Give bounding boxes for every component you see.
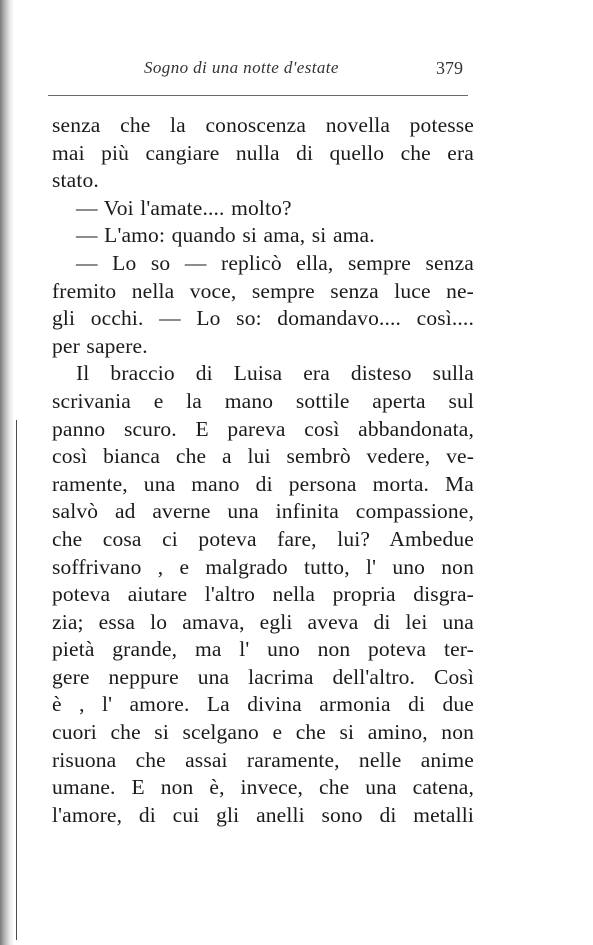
header-rule xyxy=(48,95,468,96)
text-line: panno scuro. E pareva così abbandonata, xyxy=(52,416,474,441)
text-line: umane. E non è, invece, che una catena, xyxy=(52,775,474,800)
text-line: risuona che assai raramente, nelle anime xyxy=(52,747,474,772)
text-line: ramente, una mano di persona morta. Ma xyxy=(52,471,474,496)
text-line: salvò ad averne una infinita compassione, xyxy=(52,499,474,524)
text-line: è , l' amore. La divina armonia di due xyxy=(52,692,474,717)
text-line: zia; essa lo amava, egli aveva di lei una xyxy=(52,609,474,634)
body-text xyxy=(52,112,474,829)
text-line: mai più cangiare nulla di quello che era xyxy=(52,140,474,165)
text-line: per sapere. xyxy=(52,333,148,358)
text-line: che cosa ci poteva fare, lui? Ambedue xyxy=(52,526,474,551)
text-line: gli occhi. — Lo so: domandavo.... così.... xyxy=(52,306,474,331)
text-line: l'amore, di cui gli anelli sono di metalli xyxy=(52,802,474,827)
text-line: poteva aiutare l'altro nella propria disgra- xyxy=(52,582,474,607)
running-title: Sogno di una notte d'estate xyxy=(144,58,339,77)
text-line: Il braccio di Luisa era disteso sulla xyxy=(76,361,474,386)
text-line: senza che la conoscenza novella potesse xyxy=(52,113,474,137)
text-line: — Lo so — replicò ella, sempre senza xyxy=(76,250,474,275)
text-line: scrivania e la mano sottile aperta sul xyxy=(52,388,474,413)
text-line: — Voi l'amate.... molto? xyxy=(76,195,292,220)
text-line: stato. xyxy=(52,168,99,193)
page-number: 379 xyxy=(436,58,463,78)
text-line: così bianca che a lui sembrò vedere, ve- xyxy=(52,444,474,469)
text-line: pietà grande, ma l' uno non poteva ter- xyxy=(52,637,474,662)
text-line: gere neppure una lacrima dell'altro. Così xyxy=(52,664,474,689)
text-line: cuori che si scelgano e che si amino, non xyxy=(52,720,474,745)
text-line: — L'amo: quando si ama, si ama. xyxy=(76,223,375,248)
text-line: soffrivano , e malgrado tutto, l' uno non xyxy=(52,554,474,579)
running-head xyxy=(48,58,468,88)
text-line: fremito nella voce, sempre senza luce ne- xyxy=(52,278,474,303)
